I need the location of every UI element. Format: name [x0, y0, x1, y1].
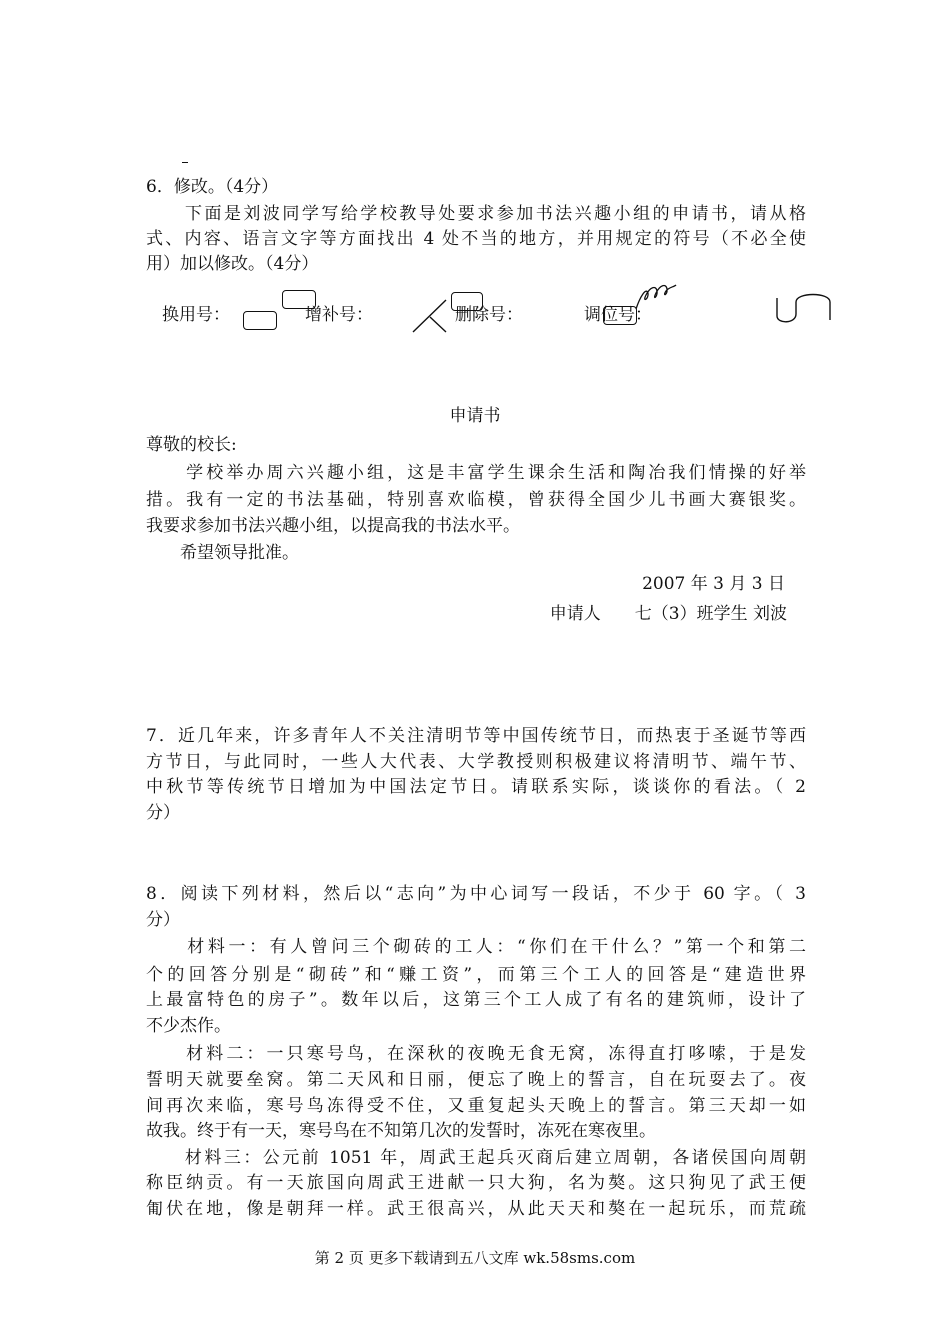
material2-line-1: 材料二：一只寒号鸟，在深秋的夜晚无食无窝，冻得直打哆嗦，于是发	[146, 1044, 806, 1064]
material3-line-1: 材料三：公元前 1051 年，周武王起兵灭商后建立周朝，各诸侯国向周朝	[146, 1148, 806, 1168]
material1-line-4: 不少杰作。	[146, 1016, 231, 1036]
insert-caret-icon	[410, 296, 450, 336]
q6-title: 6．修改。（4分）	[146, 177, 279, 197]
q7-line-3: 中秋节等传统节日增加为中国法定节日。请联系实际，谈谈你的看法。（ 2	[146, 777, 806, 797]
letter-title: 申请书	[449, 406, 501, 426]
q6-instruction-line-3: 用）加以修改。（4分）	[146, 254, 319, 274]
page-footer: 第 2 页 更多下载请到五八文库 wk.58sms.com	[314, 1249, 636, 1267]
insert-symbol-label: 增补号：	[305, 305, 373, 325]
stray-mark	[182, 162, 188, 163]
material2-line-2: 誓明天就要垒窝。第二天风和日丽，便忘了晚上的誓言，自在玩耍去了。夜	[146, 1070, 806, 1090]
material3-line-2: 称臣纳贡。有一天旅国向周武王进献一只大狗，名为獒。这只狗见了武王便	[146, 1173, 806, 1193]
q7-line-4: 分）	[146, 803, 180, 823]
letter-body-line-4: 希望领导批准。	[146, 543, 299, 563]
letter-body-line-3: 我要求参加书法兴趣小组，以提高我的书法水平。	[146, 516, 520, 536]
letter-body-line-1: 学校举办周六兴趣小组，这是丰富学生课余生活和陶冶我们情操的好举	[146, 463, 806, 483]
delete-symbol-box	[451, 292, 483, 311]
swap-loop-icon	[634, 283, 678, 313]
material1-line-3: 上最富特色的房子”。数年以后，这第三个工人成了有名的建筑师，设计了	[146, 990, 806, 1010]
material2-line-3: 间再次来临，寒号鸟冻得受不住，又重复起头天晚上的誓言。第三天却一如	[146, 1096, 806, 1116]
q7-line-2: 方节日，与此同时，一些人大代表、大学教授则积极建议将清明节、端午节、	[146, 752, 806, 772]
replace-symbol-box-lower	[243, 311, 277, 330]
letter-signature: 申请人 七（3）班学生 刘波	[549, 604, 787, 624]
q6-instruction-line-2: 式、内容、语言文字等方面找出 4 处不当的地方，并用规定的符号（不必全使	[146, 229, 806, 249]
swap-symbol-label: 调位号：	[584, 305, 652, 325]
replace-symbol-label: 换用号：	[162, 305, 230, 325]
q6-instruction-line-1: 下面是刘波同学写给学校教导处要求参加书法兴趣小组的申请书，请从格	[146, 204, 806, 224]
letter-date: 2007 年 3 月 3 日	[642, 574, 785, 594]
material1-line-1: 材料一：有人曾问三个砌砖的工人：“你们在干什么？”第一个和第二	[146, 937, 806, 957]
q8-line-1: 8．阅读下列材料，然后以“志向”为中心词写一段话，不少于 60 字。（ 3	[146, 884, 806, 904]
q7-line-1: 7．近几年来，许多青年人不关注清明节等中国传统节日，而热衷于圣诞节等西	[146, 726, 806, 746]
letter-salutation: 尊敬的校长:	[146, 435, 237, 455]
swap-symbol-box	[603, 306, 637, 325]
bracket-u-icon	[774, 292, 836, 326]
delete-symbol-label: 删除号：	[455, 305, 523, 325]
material3-line-3: 匍伏在地，像是朝拜一样。武王很高兴，从此天天和獒在一起玩乐，而荒疏	[146, 1199, 806, 1219]
material1-line-2: 个的回答分别是“砌砖”和“赚工资”，而第三个工人的回答是“建造世界	[146, 965, 806, 985]
material2-line-4: 故我。终于有一天，寒号鸟在不知第几次的发誓时，冻死在寒夜里。	[146, 1121, 656, 1141]
q8-line-2: 分）	[146, 910, 180, 930]
letter-body-line-2: 措。我有一定的书法基础，特别喜欢临模，曾获得全国少儿书画大赛银奖。	[146, 490, 806, 510]
